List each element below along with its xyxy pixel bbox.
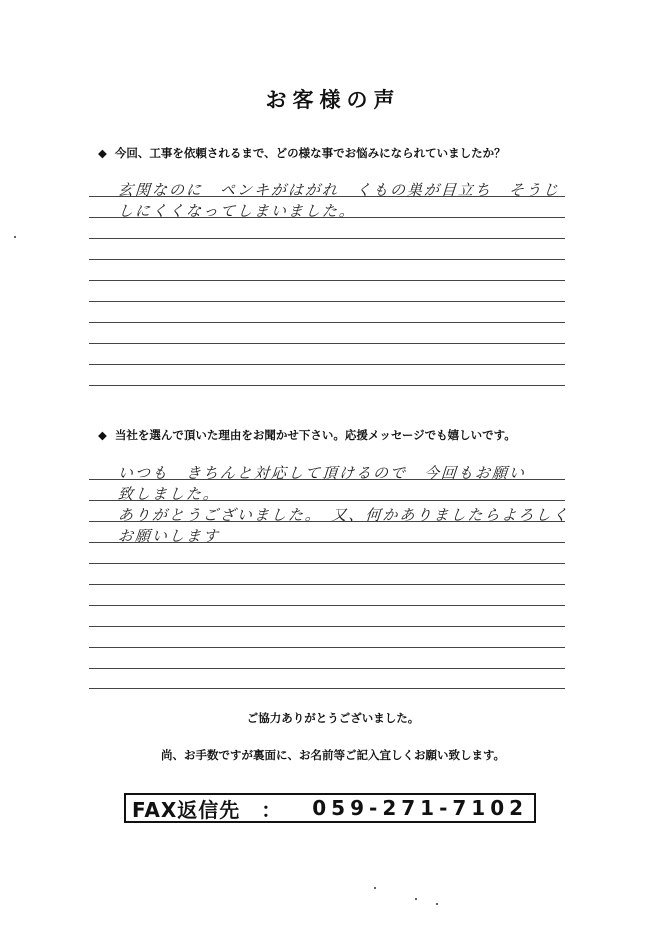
answer-1-line-2: しにくくなってしまいました。: [117, 202, 357, 220]
question-1-text: 今回、工事を依頼されるまで、どの様な事でお悩みになられていましたか？: [114, 146, 506, 160]
question-2-text: 当社を選んで頂いた理由をお聞かせ下さい。応援メッセージでも嬉しいです。: [114, 428, 516, 442]
question-1: [98, 145, 506, 161]
scan-speck: [436, 903, 438, 905]
ruled-line: [89, 563, 565, 564]
scan-speck: [374, 887, 376, 889]
question-2: [98, 427, 516, 443]
ruled-line: [89, 605, 565, 606]
ruled-line: [89, 584, 565, 585]
fax-box: [124, 793, 536, 823]
ruled-line: [89, 385, 565, 386]
ruled-line: [89, 647, 565, 648]
ruled-line: [89, 280, 565, 281]
ruled-line: [89, 343, 565, 344]
diamond-bullet-icon: ◆: [98, 428, 107, 442]
answer-2-line-3: ありがとうございました。 又、何かありましたらよろしく: [117, 506, 571, 524]
page-title: お客様の声: [265, 88, 401, 112]
thanks-text: ご協力ありがとうございました。: [246, 711, 420, 725]
ruled-line: [89, 301, 565, 302]
ruled-line: [89, 259, 565, 260]
diamond-bullet-icon: ◆: [98, 146, 107, 160]
ruled-line: [89, 688, 565, 689]
ruled-line: [89, 322, 565, 323]
ruled-line: [89, 626, 565, 627]
ruled-line: [89, 238, 565, 239]
answer-2-line-4: お願いします: [117, 527, 221, 545]
fax-number: 059-271-7102: [312, 796, 529, 820]
scan-speck: [415, 898, 417, 900]
answer-2-line-1: いつも きちんと対応して頂けるので 今回もお願い: [117, 464, 527, 482]
fax-label: FAX返信先 ：: [132, 797, 283, 822]
answer-1-lines: [89, 196, 565, 386]
ruled-line: [89, 364, 565, 365]
note-text: 尚、お手数ですが裏面に、お名前等ご記入宜しくお願い致します。: [160, 748, 506, 762]
ruled-line: [89, 668, 565, 669]
scan-speck: [14, 236, 16, 238]
answer-1-line-1: 玄関なのに ペンキがはがれ くもの巣が目立ち そうじ: [117, 181, 561, 199]
answer-2-line-2: 致しました。: [117, 485, 221, 503]
